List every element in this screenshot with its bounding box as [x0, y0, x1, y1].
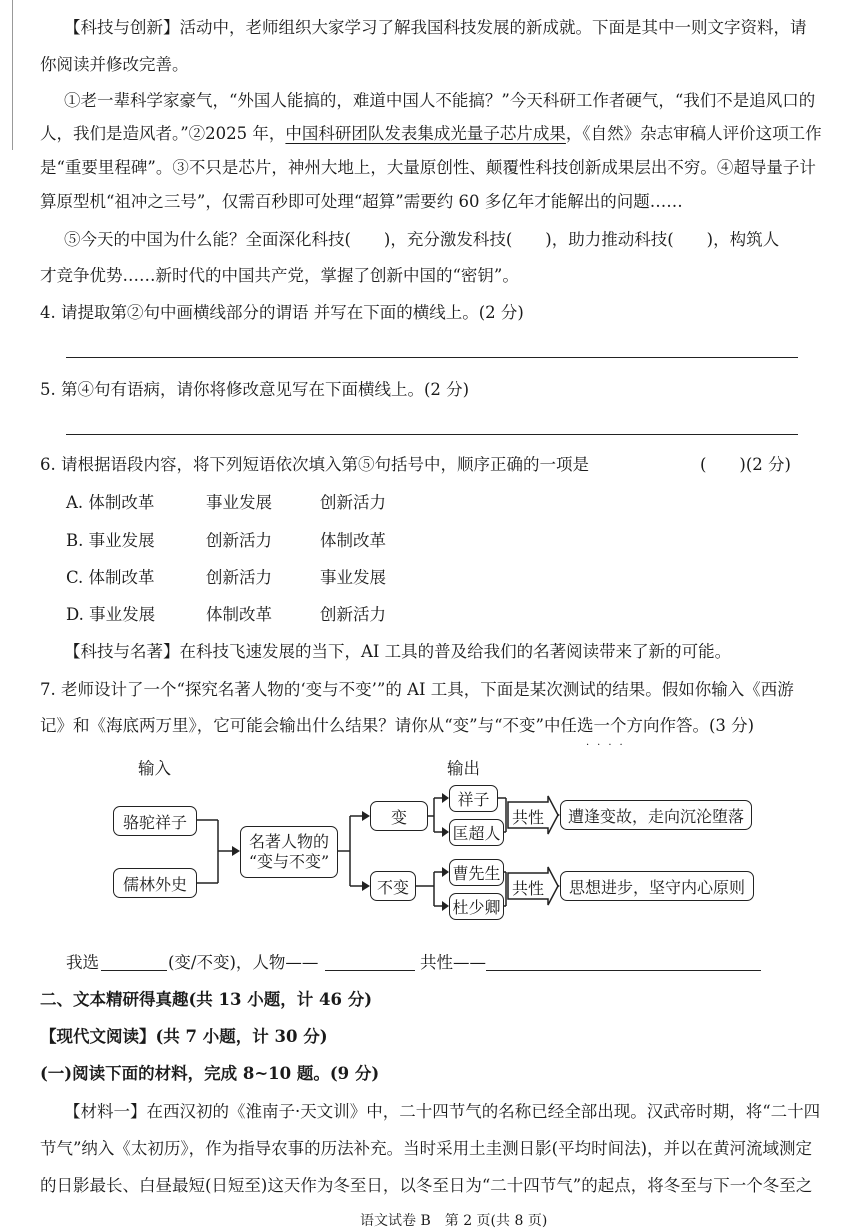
material1-line2: 节气”纳入《太初历》，作为指导农事的历法补充。当时采用土圭测日影(平均时间法)，并以在黄河流域测定 [40, 1139, 813, 1158]
option-c[interactable]: C. 体制改革 创新活力 事业发展 [66, 568, 386, 587]
para1-line1: ①老一辈科学家豪气，“外国人能搞的，难道中国人不能搞？”今天科研工作者硬气，“我们不是追风口的 [64, 91, 816, 110]
char-box-1: 祥子 [449, 785, 498, 812]
answer-blank-common[interactable] [486, 970, 761, 971]
change-box: 变 [370, 801, 428, 831]
para1-line2: 人，我们是造风者。”②2025 年，中国科研团队发表集成光量子芯片成果，《自然》杂志审稿人评价这项工作 [40, 124, 822, 143]
question-5: 5. 第④句有语病，请你将修改意见写在下面横线上。(2 分) [40, 380, 470, 399]
center-line2: “变与不变” [248, 852, 330, 871]
answer-blank-character[interactable] [325, 970, 415, 971]
section1-intro-cont: 你阅读并修改完善。 [40, 55, 189, 74]
material1-line1: 【材料一】在西汉初的《淮南子·天文训》中，二十四节气的名称已经全部出现。汉武帝时期，将“二十四 [64, 1102, 821, 1121]
common-label-2: 共性 [512, 879, 545, 898]
para1-line3: 是“重要里程碑”。③不只是芯片，神州大地上，大量原创性、颠覆性科技创新成果层出不穷。④超导量子计 [40, 158, 816, 177]
option-a[interactable]: A. 体制改革 事业发展 创新活力 [66, 493, 386, 512]
output-label: 输出 [447, 759, 480, 778]
char-box-4: 杜少卿 [449, 893, 504, 920]
input-box-1: 骆驼祥子 [113, 806, 197, 836]
material1-line3: 的日影最长、白昼最短(日短至)这天作为冬至日，以冬至日为“二十四节气”的起点，将冬至与下一个冬至之 [40, 1176, 813, 1195]
question-4: 4. 请提取第②句中画横线部分的谓语 并写在下面的横线上。(2 分) [40, 303, 524, 322]
answer-blank-choice[interactable] [101, 970, 167, 971]
char-box-3: 曹先生 [449, 859, 504, 886]
question-6: 6. 请根据语段内容，将下列短语依次填入第⑤句括号中，顺序正确的一项是 [40, 455, 589, 474]
para1-line4: 算原型机“祖冲之三号”，仅需百秒即可处理“超算”需要约 60 多亿年才能解出的问题…… [40, 192, 683, 211]
underlined-sentence: 中国科研团队发表集成光量子芯片成果 [285, 124, 566, 143]
result-box-1: 遭逢变故，走向沉沦堕落 [560, 800, 752, 830]
result-box-2: 思想进步，坚守内心原则 [560, 871, 754, 901]
page-footer: 语文试卷 B 第 2 页(共 8 页) [360, 1213, 548, 1229]
part2-title: 二、文本精研得真趣(共 13 小题，计 46 分) [40, 990, 373, 1009]
center-box [240, 826, 338, 878]
para2-line2: 才竞争优势……新时代的中国共产党，掌握了创新中国的“密钥”。 [40, 266, 519, 285]
center-line1: 名著人物的 [248, 832, 329, 851]
question-6-score: ( )(2 分) [700, 455, 791, 474]
input-box-2: 儒林外史 [113, 868, 197, 898]
answer-b: (变/不变)，人物—— [168, 953, 319, 972]
answer-a: 我选 [66, 953, 99, 972]
question-group-intro: (一)阅读下面的材料，完成 8~10 题。(9 分) [40, 1064, 380, 1083]
option-d[interactable]: D. 事业发展 体制改革 创新活力 [66, 605, 386, 624]
part2-sub: 【现代文阅读】(共 7 小题，计 30 分) [40, 1027, 328, 1046]
char-box-2: 匡超人 [449, 819, 504, 846]
emphasis-dots: ···· [586, 740, 631, 751]
section2-intro: 【科技与名著】在科技飞速发展的当下，AI 工具的普及给我们的名著阅读带来了新的可能。 [64, 642, 732, 661]
para2-line1: ⑤今天的中国为什么能？全面深化科技( )，充分激发科技( )，助力推动科技( )，构筑人 [64, 230, 780, 249]
answer-c: 共性—— [420, 953, 486, 972]
section1-intro: 【科技与创新】活动中，老师组织大家学习了解我国科技发展的新成就。下面是其中一则文字资料，请 [64, 18, 807, 37]
nochange-box: 不变 [370, 871, 416, 901]
question-7-line2: 记》和《海底两万里》，它可能会输出什么结果？请你从“变”与“不变”中任选一个方向作答。(3 分) [40, 716, 755, 735]
option-b[interactable]: B. 事业发展 创新活力 体制改革 [66, 531, 386, 550]
common-label-1: 共性 [512, 808, 545, 827]
input-label: 输入 [138, 759, 171, 778]
question-7-line1: 7. 老师设计了一个“探究名著人物的‘变与不变’”的 AI 工具，下面是某次测试的结果。假如你输入《西游 [40, 680, 794, 699]
